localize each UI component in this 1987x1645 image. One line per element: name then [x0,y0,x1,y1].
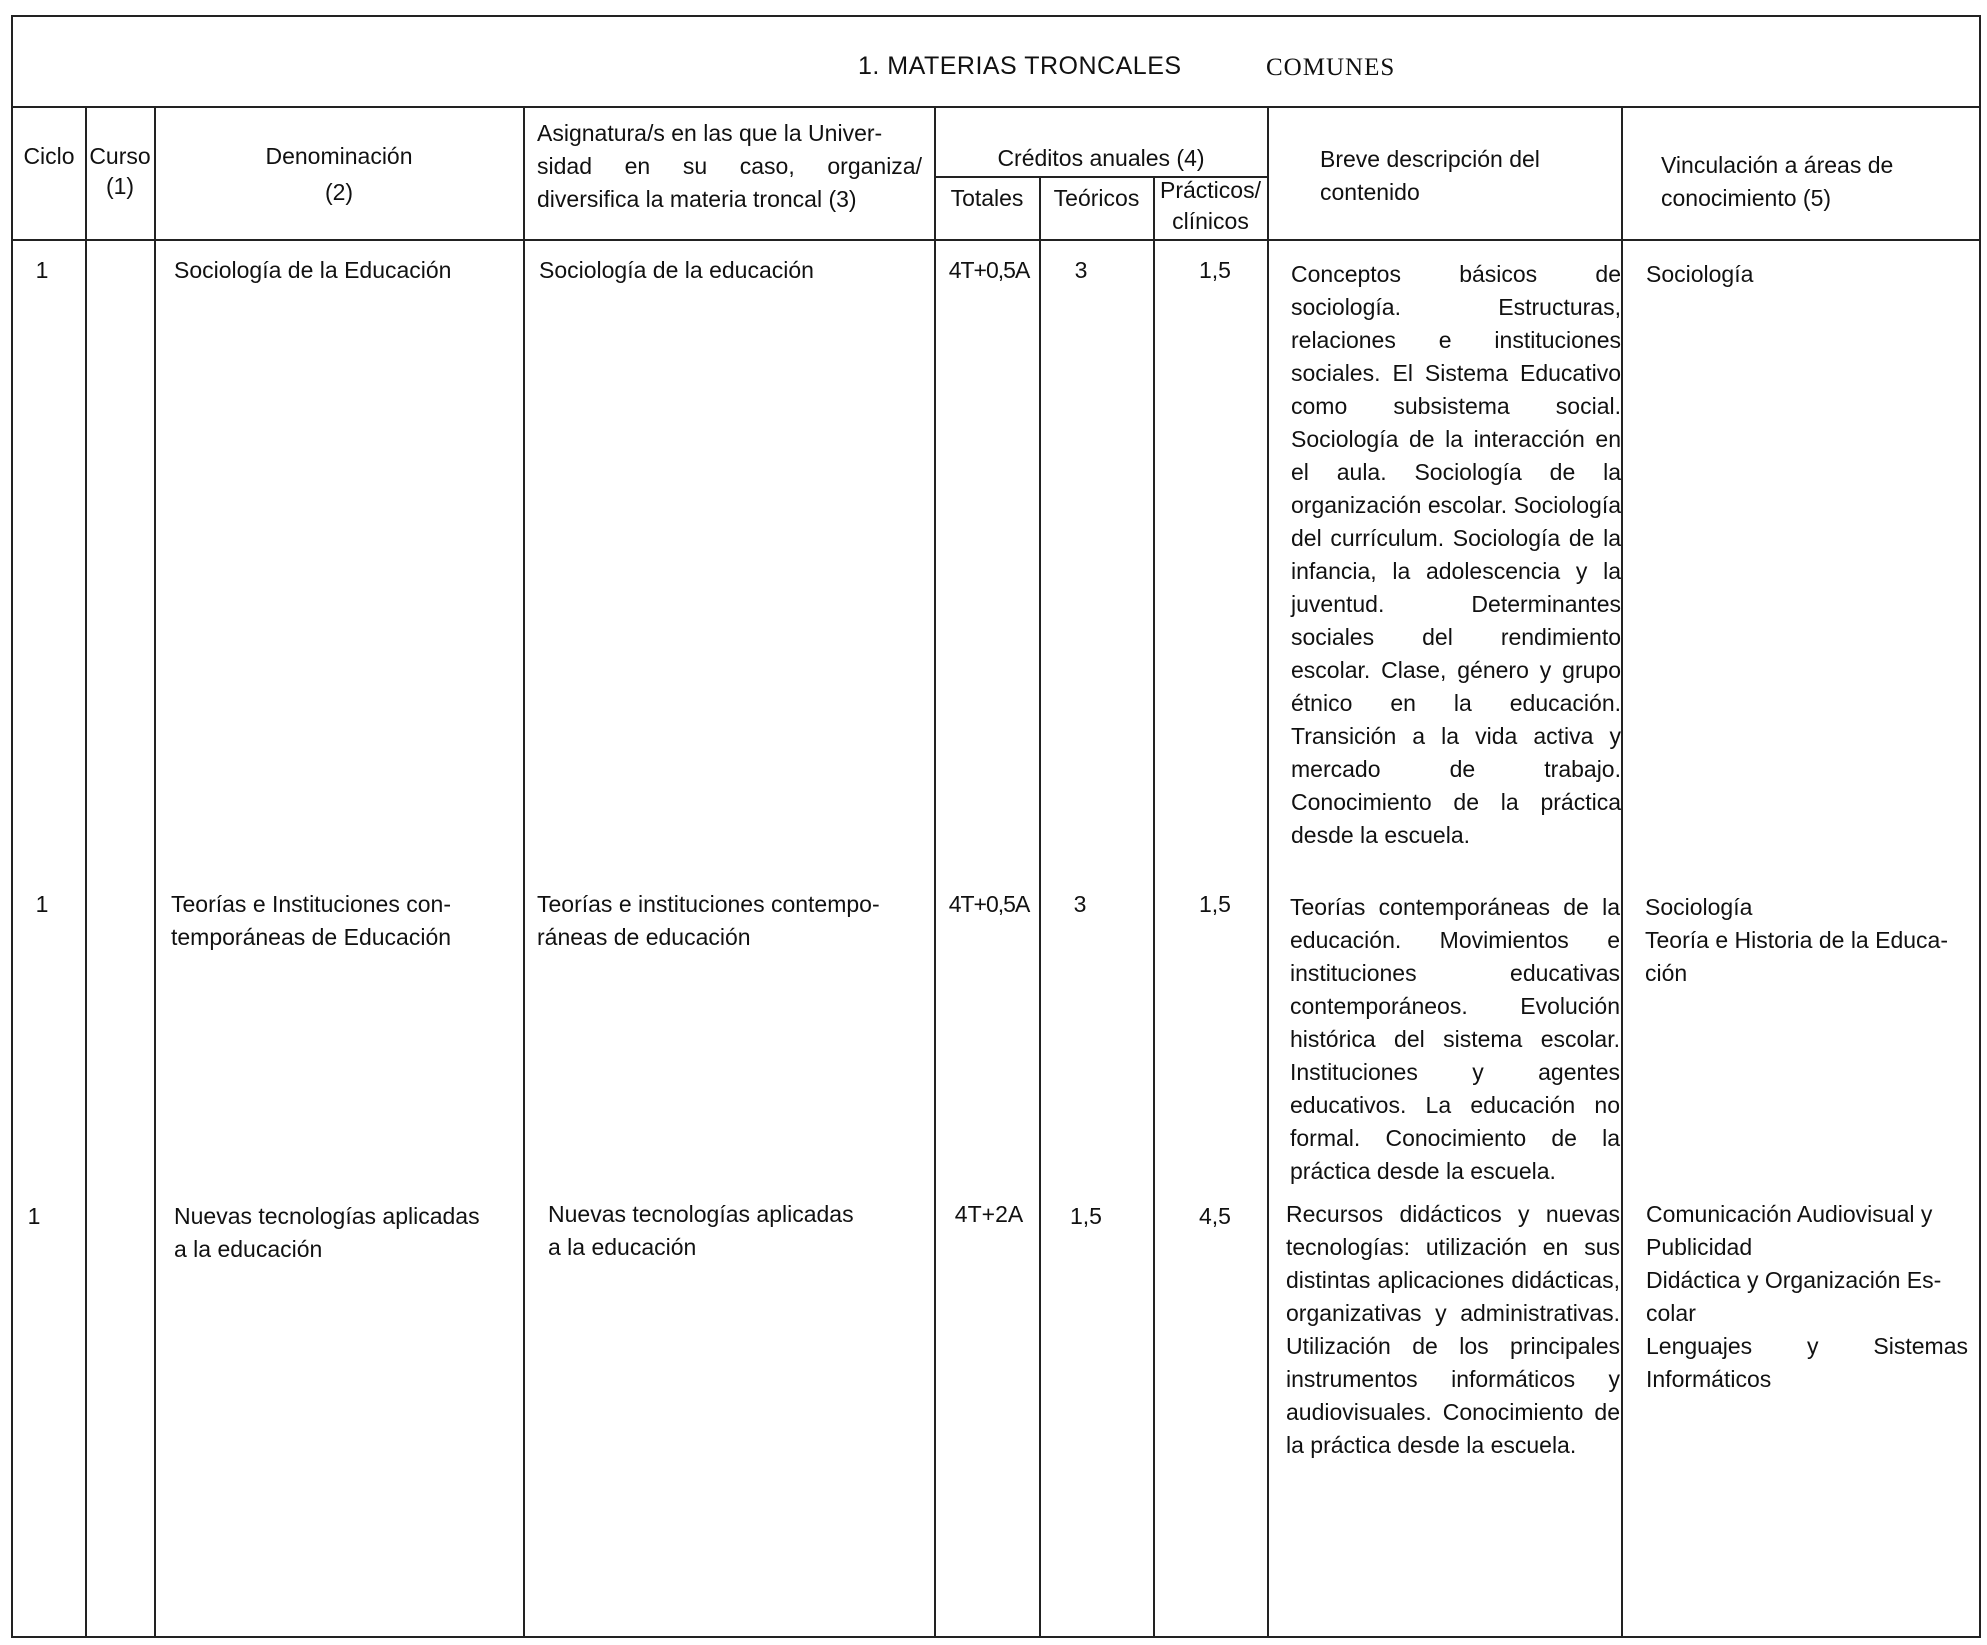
col-divider-teoricos [1153,176,1155,1638]
row3-ciclo: 1 [27,1203,41,1229]
row2-asignatura-line1: Teorías e instituciones contempo- [537,891,880,917]
header-asignaturas-line3: diversifica la materia troncal (3) [537,186,857,212]
row1-denominacion: Sociología de la Educación [174,257,452,283]
row1-practicos: 1,5 [1199,257,1231,283]
row3-asignatura-line1: Nuevas tecnologías aplicadas [548,1201,854,1227]
row1-asignatura: Sociología de la educación [539,257,814,283]
row2-ciclo: 1 [35,891,49,917]
row3-area-4: colar [1646,1300,1696,1326]
row3-asignatura-line2: a la educación [548,1234,697,1260]
row2-asignatura-line2: ráneas de educación [537,924,751,950]
header-practicos-line2: clínicos [1172,208,1249,234]
col-divider-practicos [1267,106,1269,1638]
row2-area-3: ción [1645,960,1688,986]
col-divider-asignatura [934,106,936,1638]
row2-denominacion-line1: Teorías e Instituciones con- [171,891,451,917]
row2-descripcion: Teorías contemporáneas de la educación. Movimientos e instituciones educativas contemporáneos. Evolución histórica del sistema escolar. Instituciones y agentes educativos. La educación no formal. Conocimiento de la práctica desde la escuela. [1290,894,1620,1184]
row1-totales: 4T+0,5A [948,257,1030,283]
header-descripcion-line1: Breve descripción del [1320,146,1540,172]
row3-practicos: 4,5 [1199,1203,1231,1229]
row3-totales: 4T+2A [954,1201,1024,1227]
header-denominacion: Denominación [265,143,413,169]
row2-areas [1645,891,1967,990]
row1-teoricos: 3 [1074,257,1088,283]
row2-area-2: Teoría e Historia de la Educa- [1645,927,1948,953]
col-divider-curso [154,106,156,1638]
table-subtitle: COMUNES [1266,54,1396,81]
row3-area-3: Didáctica y Organización Es- [1646,1267,1942,1293]
header-teoricos: Teóricos [1053,185,1140,211]
row2-totales: 4T+0,5A [948,891,1030,917]
row3-denominacion-line2: a la educación [174,1236,323,1262]
row3-area-1: Comunicación Audiovisual y [1646,1201,1933,1227]
row1-areas [1646,258,1968,291]
col-divider-denominacion [523,106,525,1638]
title-divider [11,106,1981,108]
header-denominacion-note: (2) [324,179,354,205]
header-totales: Totales [950,185,1024,211]
row1-descripcion: Conceptos básicos de sociología. Estructuras, relaciones e instituciones sociales. El Sistema Educativo como subsistema social. Sociología de la interacción en el aula. Sociología de la organización escolar. Sociología del currículum. Sociología de la infancia, la adolescencia y la juventud. Determinantes sociales del rendimiento escolar. Clase, género y grupo étnico en la educación. Transición a la vida activa y mercado de trabajo. Conocimiento de la práctica desde la escuela. [1291,261,1621,848]
col-divider-descripcion [1621,106,1623,1638]
row3-area-2: Publicidad [1646,1234,1753,1260]
row3-areas [1646,1198,1968,1396]
header-asignaturas-line1: Asignatura/s en las que la Univer- [537,120,883,146]
row1-ciclo: 1 [35,257,49,283]
header-descripcion-line2: contenido [1320,179,1420,205]
row2-area-1: Sociología [1645,894,1753,920]
col-divider-ciclo [85,106,87,1638]
row2-practicos: 1,5 [1199,891,1231,917]
header-curso: Curso [89,143,151,169]
row2-denominacion-line2: temporáneas de Educación [171,924,452,950]
row3-area-6: Informáticos [1646,1366,1772,1392]
header-curso-note: (1) [105,173,135,199]
row2-teoricos: 3 [1073,891,1087,917]
row3-teoricos: 1,5 [1070,1203,1102,1229]
row1-area-1: Sociología [1646,261,1754,287]
row3-area-5: Lenguajes y Sistemas [1646,1333,1968,1359]
table-title: 1. MATERIAS TRONCALES [858,52,1182,80]
header-creditos: Créditos anuales (4) [997,145,1205,171]
header-vinculacion-line2: conocimiento (5) [1661,185,1832,211]
row3-denominacion-line1: Nuevas tecnologías aplicadas [174,1203,480,1229]
header-vinculacion-line1: Vinculación a áreas de [1661,152,1894,178]
header-ciclo: Ciclo [23,143,75,169]
header-practicos-line1: Prácticos/ [1160,177,1261,203]
header-asignaturas-line2: sidad en su caso, organiza/ [537,153,922,179]
row3-descripcion: Recursos didácticos y nuevas tecnologías: utilización en sus distintas aplicaciones didácticas, organizativas y administrativas. Utilización de los principales instrumentos informáticos y audiovisuales. Conocimiento de la práctica desde la escuela. [1286,1201,1620,1458]
header-divider [11,239,1981,241]
